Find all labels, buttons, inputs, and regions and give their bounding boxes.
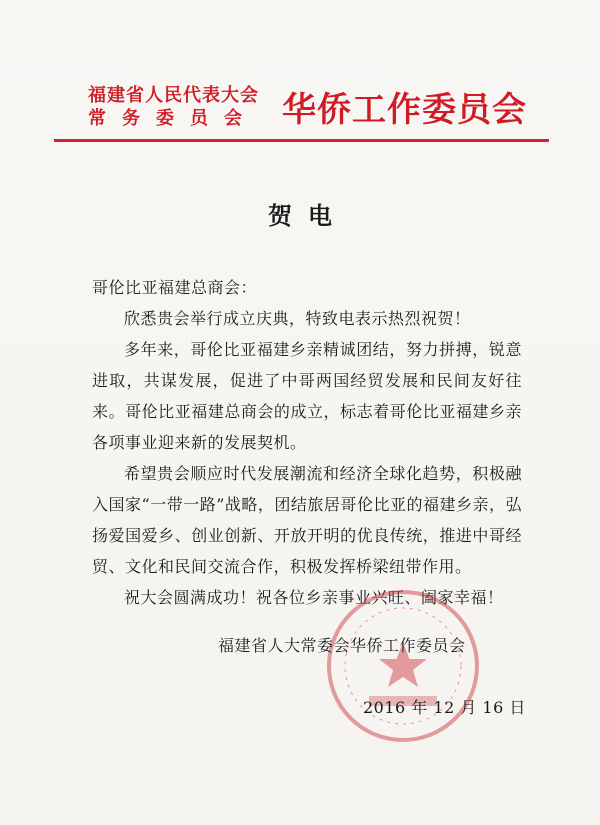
signature-organization: 福建省人大常委会华侨工作委员会 [218,636,466,655]
body-paragraph: 祝大会圆满成功！祝各位乡亲事业兴旺、阖家幸福！ [124,588,504,607]
letterhead-char: 务 [122,108,141,129]
signature-date: 2016 年 12 月 16 日 [363,698,526,717]
official-seal-stamp [325,588,481,744]
letterhead-line-2 [88,108,243,130]
letterhead-char: 会 [224,108,243,129]
body-paragraph: 欣悉贵会举行成立庆典，特致电表示热烈祝贺！ [124,309,471,328]
body-paragraph: 多年来，哥伦比亚福建乡亲精诚团结，努力拼搏，锐意进取，共谋发展，促进了中哥两国经贸发展和民间友好往来。哥伦比亚福建总商会的成立，标志着哥伦比亚福建乡亲各项事业迎来新的发展契机。 [92,340,522,452]
letterhead-char: 委 [156,108,175,129]
document-title: 贺电 [268,201,348,230]
salutation: 哥伦比亚福建总商会： [92,278,258,297]
letterhead-line-1: 福建省人民代表大会 [88,85,259,106]
body-paragraph: 希望贵会顺应时代发展潮流和经济全球化趋势，积极融入国家“一带一路”战略，团结旅居哥伦比亚的福建乡亲，弘扬爱国爱乡、创业创新、开放开明的优良传统，推进中哥经贸、文化和民间交流合作，积极发挥桥梁纽带作用。 [92,464,522,576]
letterhead-char: 常 [88,108,107,129]
letterhead-org-name: 华侨工作委员会 [282,90,527,130]
letterhead-divider [54,139,549,142]
letterhead [88,80,527,136]
letter-body [92,272,522,613]
letterhead-char: 员 [190,108,209,129]
